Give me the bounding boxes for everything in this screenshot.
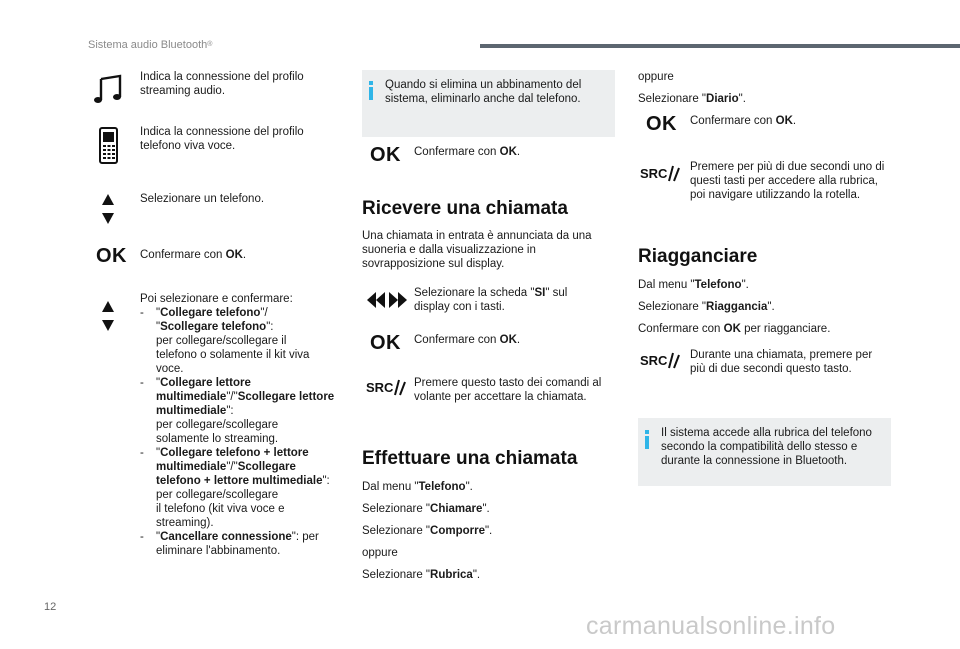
connection-options-list: [140, 292, 335, 558]
during-call-text: Durante una chiamata, premere per più di due secondi questo tasto.: [690, 349, 873, 375]
arrow-down-icon: [102, 320, 114, 331]
confirm-ok-text: Confermare con OK.: [414, 334, 521, 346]
header-bar: [480, 44, 960, 48]
info-box: [638, 418, 891, 486]
phone-handset-icon: [393, 378, 407, 396]
src-button-icon: SRC: [366, 380, 394, 395]
heading-hang-up: Riagganciare: [638, 246, 758, 267]
confirm-hangup-text: Confermare con OK per riagganciare.: [638, 323, 831, 335]
watermark: carmanualsonline.info: [586, 612, 836, 640]
section-title: Sistema audio Bluetooth®: [88, 39, 213, 51]
music-note-icon: [92, 73, 124, 105]
streaming-profile-text: Indica la connessione del profilo streaming audio.: [140, 71, 304, 97]
receive-call-text: Una chiamata in entrata è annunciata da una suoneria e dalla visualizzazione in sovrapposizione sul display.: [362, 230, 592, 270]
press-src-text: Premere questo tasto dei comandi al volante per accettare la chiamata.: [414, 377, 602, 403]
confirm-ok-text: Confermare con OK.: [140, 249, 247, 261]
ok-icon: OK: [646, 113, 677, 135]
phone-handset-icon: [667, 351, 681, 369]
arrow-up-icon: [102, 301, 114, 312]
confirm-ok-text: Confermare con OK.: [414, 146, 521, 158]
ok-icon: OK: [370, 144, 401, 166]
then-select-text: Poi selezionare e confermare:: [140, 293, 293, 305]
phone-profile-text: Indica la connessione del profilo telefono viva voce.: [140, 126, 304, 152]
list-item: - "Cancellare connessione": per eliminare l'abbinamento.: [140, 531, 319, 557]
from-menu-text: Dal menu "Telefono".: [362, 481, 473, 493]
arrow-up-icon: [102, 194, 114, 205]
from-menu-text: Dal menu "Telefono".: [638, 279, 749, 291]
info-text: Quando si elimina un abbinamento del sistema, eliminarlo anche dal telefono.: [385, 79, 582, 105]
select-hangup-text: Selezionare "Riaggancia".: [638, 301, 775, 313]
arrow-down-icon: [102, 213, 114, 224]
src-button-icon: SRC: [640, 353, 668, 368]
info-box: [362, 70, 615, 137]
page-number: 12: [44, 601, 57, 613]
or-text: oppure: [362, 547, 398, 559]
confirm-ok-text: Confermare con OK.: [690, 115, 797, 127]
list-item: - "Collegare telefono"/ "Scollegare telefono": per collegare/scollegare il telefono o solamente il kit viva voce.: [140, 307, 310, 375]
info-icon: [369, 81, 373, 100]
press-src-long-text: Premere per più di due secondi uno di questi tasti per accedere alla rubrica, poi navigare utilizzando la rotella.: [690, 161, 885, 201]
ok-icon: OK: [96, 245, 127, 267]
select-directory-text: Selezionare "Rubrica".: [362, 569, 481, 581]
list-item: - "Collegare telefono + lettore multimediale"/"Scollegare telefono + lettore multimediale": per collegare/scollegare il telefono (kit viva voce e streaming).: [140, 447, 330, 529]
select-phone-text: Selezionare un telefono.: [140, 193, 265, 205]
info-icon: [645, 430, 649, 449]
select-call-text: Selezionare "Chiamare".: [362, 503, 490, 515]
mobile-phone-icon: [98, 127, 120, 165]
heading-receive-call: Ricevere una chiamata: [362, 198, 568, 219]
phone-handset-icon: [667, 164, 681, 182]
select-log-text: Selezionare "Diario".: [638, 93, 746, 105]
select-compose-text: Selezionare "Comporre".: [362, 525, 493, 537]
info-text: Il sistema accede alla rubrica del telefono secondo la compatibilità dello stesso e durante la connessione in Bluetooth.: [661, 427, 872, 467]
ok-icon: OK: [370, 332, 401, 354]
list-item: - "Collegare lettore multimediale"/"Scollegare lettore multimediale": per collegare/scollegare solamente lo streaming.: [140, 377, 335, 445]
select-tab-text: Selezionare la scheda "SI" sul display con i tasti.: [414, 287, 568, 313]
or-text: oppure: [638, 71, 674, 83]
rewind-forward-icon: [367, 292, 407, 308]
heading-make-call: Effettuare una chiamata: [362, 448, 578, 469]
src-button-icon: SRC: [640, 166, 668, 181]
